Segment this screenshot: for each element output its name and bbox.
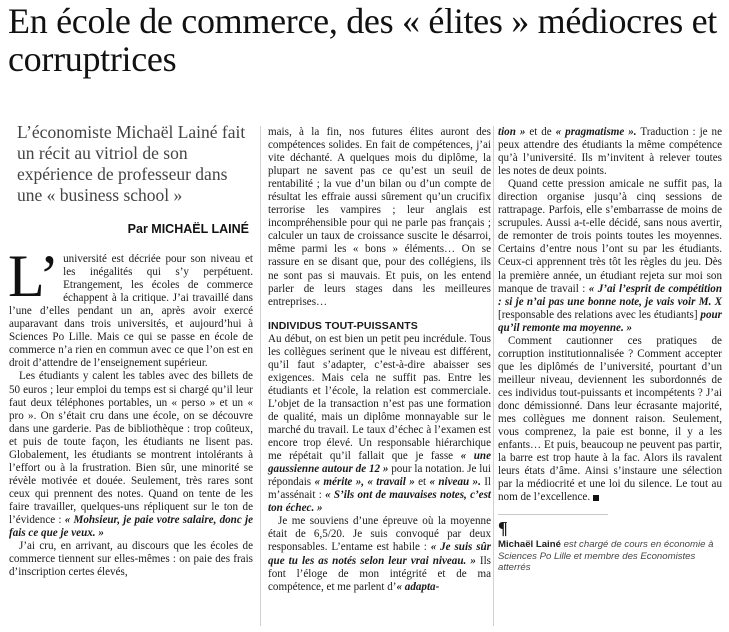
paragraph-text: Au début, on est bien un petit peu incrédule. Tous les collègues serinent que le niveau est différent, qu’il faut s’adapter, c’est-à-dire abaisser ses exigences. Mais cela ne suffit pas. Entre les étudiants et l’école, la relation est commerciale. L’objet de la transaction n’est pas une formation de qualité, mais un diplôme monnayable sur le marché du travail. Le taux d’échec à l’examen est encore trop élevé. Un responsable hiérarchique me répétait qu’il fallait que je fasse — [268, 332, 491, 463]
column-2 — [268, 126, 491, 594]
paragraph-text: Traduction : je ne peux attendre des étudiants la même compétence qu’à l’université. Ils m’invitent à relever toutes les notes de deux points. — [498, 126, 722, 178]
column-1 — [8, 122, 253, 579]
paragraph — [498, 178, 722, 335]
drop-cap: L’ — [8, 243, 60, 310]
end-mark-icon — [593, 495, 599, 501]
article-title: En école de commerce, des « élites » médiocres et corruptrices — [8, 1, 717, 79]
paragraph-text: université est décriée pour son niveau et les inégalités qui s’y perpétuent. Etrangement, les écoles de commerce échappent à la critique. J’ai travaillé dans l’une d’elles pendant un an, après avoir exercé auparavant dans trois universités, et aujourd’hui à Sciences Po Lille. Mais ce qui se passe en école de commerce n’a rien en commun avec ce que l’on est en droit d’attendre de l’enseignement supérieur. — [9, 253, 253, 370]
author-name: Michaël Lainé — [498, 539, 561, 551]
paragraph — [268, 126, 491, 309]
paragraph-text: [responsable des relations avec les étudiants] — [498, 308, 698, 321]
paragraph-text: Quand cette pression amicale ne suffit pas, la direction organise jusqu’à cinq sessions de rattrapage. Parfois, elle s’embarrasse de moins de scrupules. Aussi a-t-elle décidé, sans nous avertir, de remonter de trois points toutes les moyennes. Certains d’entre nous l’ont su par les étudiants. Ceux-ci apprennent très tôt les règles du jeu. Dès la première année, un étudiant rejeta sur moi son manque de travail : — [498, 178, 722, 295]
standfirst: L’économiste Michaël Lainé fait un récit au vitriol de son expérience de professeur dans une « business school » — [17, 122, 246, 205]
quote: « pragmatisme ». — [555, 126, 637, 138]
paragraph-text: et — [418, 476, 427, 489]
byline: Par MICHAËL LAINÉ — [127, 222, 249, 236]
paragraph-text: Les étudiants y calent les tables avec des billets de 50 euros ; leur emploi du temps est si chargé qu’il leur faut deux téléphones portables, un « perso » et un « pro ». On s’était cru dans une école, on se découvre dans une garderie. Pas de bibliothèque : trop coûteux, et puis de toute façon, les étudiants ne lisent pas. Globalement, les étudiants se montrent intolérants à l’effort ou à la frustration. Bien sûr, une minorité se révèle motivée et douée. Seulement, très rares sont ceux qui prennent des notes. Quand on tente de les faire travailler, quelques-uns répliquent sur le ton de l’évidence : — [9, 370, 253, 526]
paragraph-text: Je me souviens d’une épreuve où la moyenne était de 6,5/20. Je suis convoqué par deux responsables. L’entame est habile : — [268, 515, 491, 554]
paragraph-text: pour la notation. Je lui répondais — [268, 463, 491, 489]
quote: « une gaussienne autour de 12 » — [268, 450, 491, 476]
paragraph — [498, 126, 722, 178]
quote: tion » — [498, 126, 526, 138]
column-divider — [493, 126, 494, 626]
paragraph — [498, 335, 722, 505]
column-divider — [260, 126, 261, 626]
pilcrow-icon: ¶ — [498, 518, 508, 539]
paragraph-text: Comment cautionner ces pratiques de corruption institutionnalisée ? Comment accepter que les diplômés de l’université, pourtant d’un meilleur niveau, deviennent les subordonnés de ces individus tout-puissants et incompétents ? J’ai donc démissionné. Dans leur écrasante majorité, mes collègues me donnent raison. Seulement, vous comprenez, la paie est bonne, il y a les enfants… Et puis, beaucoup ne peuvent pas partir, la barre est trop haute à la fac. Alors ils ravalent leurs états d’âme. Ainsi s’instaure une sélection par la médiocrité et une loi du silence. Le tout au nom de l’excellence. — [498, 334, 722, 504]
paragraph-text: J’ai cru, en arrivant, au discours que les écoles de commerce tiennent sur elles-mêmes : on paie des frais d’inscription certes élevés, — [9, 540, 253, 579]
quote: « Je suis sûr que tu les as notés selon leur vrai niveau. » — [268, 541, 491, 567]
bio-separator — [498, 514, 608, 515]
quote: pour qu’il remonte ma moyenne. » — [498, 308, 722, 334]
paragraph-text: Ils font l’éloge de mon intégrité et de ma compétence, et me parlent d’ — [268, 554, 491, 593]
column-3 — [498, 126, 722, 574]
paragraph — [268, 515, 491, 593]
paragraph-text: Il m’assénait : — [268, 476, 492, 502]
author-bio — [498, 539, 722, 574]
quote: « Mohsieur, je paie votre salaire, donc je fais ce que je veux. » — [9, 513, 253, 540]
paragraph — [9, 370, 253, 540]
author-bio-text: est chargé de cours en économie à Sciences Po Lille et membre des Economistes atterrés — [498, 539, 714, 574]
paragraph-text: et de — [529, 126, 552, 138]
paragraph — [9, 540, 253, 579]
quote: « J’ai l’esprit de compétition : si je n’ai pas une bonne note, je vais voir M. X — [498, 282, 722, 308]
quote: « niveau ». — [429, 476, 481, 489]
quote: « mérite », « travail » — [314, 476, 415, 489]
paragraph-text: mais, à la fin, nos futures élites auront des compétences solides. En fait de compétences, j’ai vite déchanté. A quelques mois du diplôme, la plupart ne savent pas ce qu’est un seuil de rentabilité ; la vue d’un bilan ou d’un compte de résultat les effraie aussi sûrement qu’un crucifix terrorise les vampires ; leur anglais est incompréhensible pour qui ne parle pas français ; calculer un taux de croissance suscite le désarroi, même parmi les « bons » éléments… On se rassure en se disant que, pour des collégiens, ils ne sont pas si mauvais. Et puis, on les entend parler de leurs stages dans les meilleures entreprises… — [268, 126, 491, 308]
paragraph — [268, 333, 491, 516]
intertitle: INDIVIDUS TOUT-PUISSANTS — [268, 319, 418, 332]
quote: « S’ils ont de mauvaises notes, c’est ton échec. » — [268, 489, 492, 515]
paragraph — [8, 243, 253, 370]
quote: « adapta- — [396, 580, 440, 593]
